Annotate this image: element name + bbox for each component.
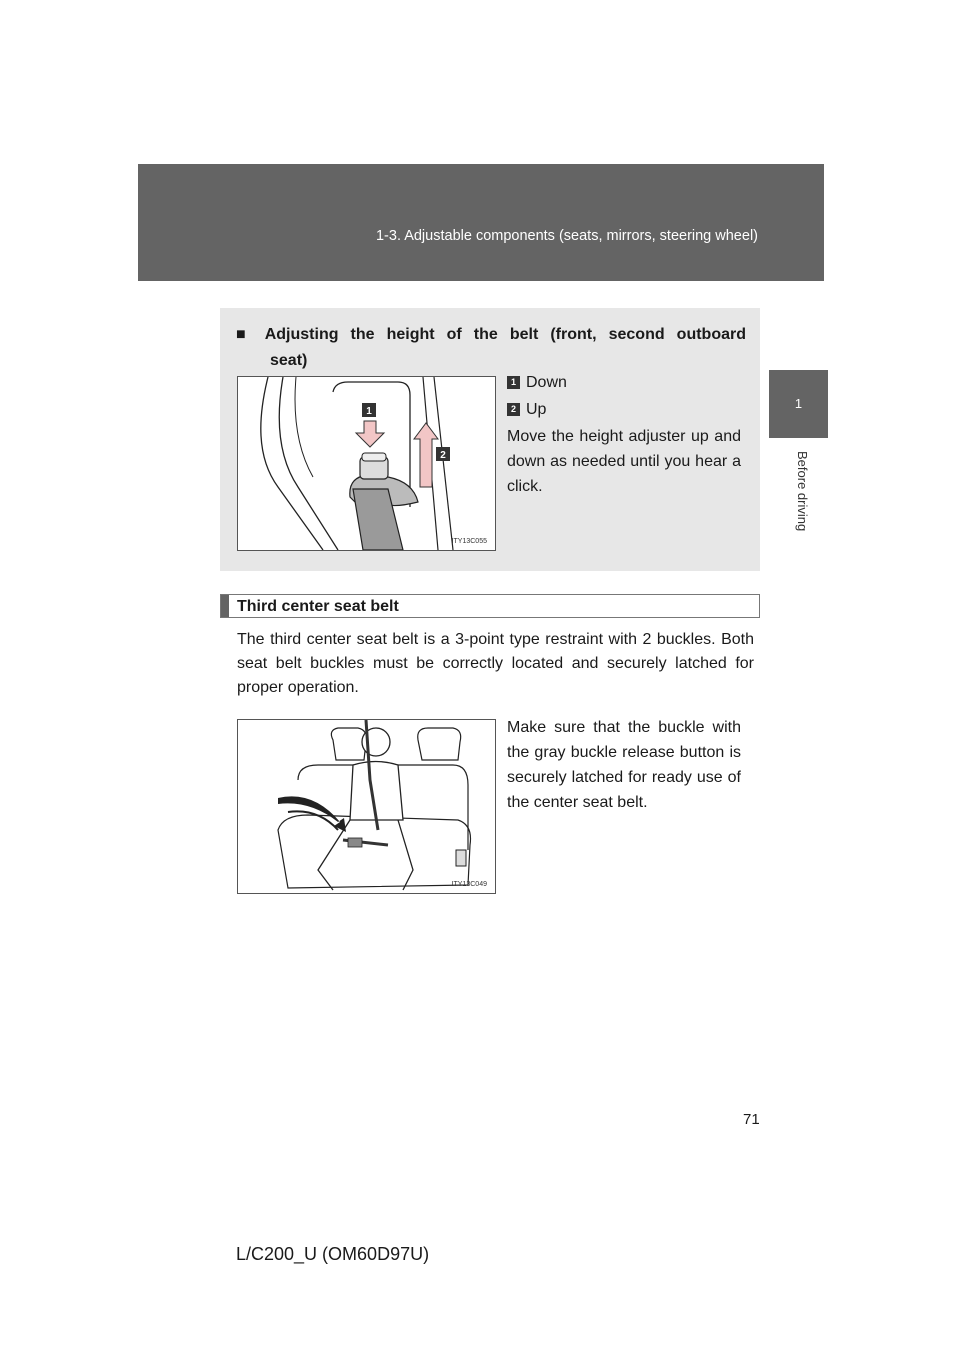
section-heading-bar xyxy=(221,595,229,617)
center-seat-belt-figure xyxy=(237,719,496,894)
belt-adjuster-illustration xyxy=(238,377,495,550)
header-title: 1-3. Adjustable components (seats, mirrors, steering wheel) xyxy=(375,228,758,244)
buckle-instruction: Make sure that the buckle with the gray buckle release button is securely latched for ready use of the center seat belt. xyxy=(507,719,741,811)
chapter-tab: 1 xyxy=(769,370,828,438)
adjust-instruction: Move the height adjuster up and down as needed until you hear a click. xyxy=(507,428,741,495)
manual-code-footer: L/C200_U (OM60D97U) xyxy=(236,1244,430,1264)
seat-belt-illustration xyxy=(238,720,495,893)
figure-callout-1: 1 xyxy=(366,406,372,417)
chapter-label: Before driving xyxy=(795,451,810,532)
box-heading: ■ Adjusting the height of the belt (front, second outboard xyxy=(236,326,746,343)
header-bar xyxy=(138,164,824,281)
legend-label: Down xyxy=(526,374,567,391)
step-badge: 1 xyxy=(507,376,520,389)
step-badge: 2 xyxy=(507,403,520,416)
legend-item-down xyxy=(507,374,567,392)
section-title: Third center seat belt xyxy=(237,598,399,615)
legend-label: Up xyxy=(526,401,547,418)
figure-code: ITY13C049 xyxy=(451,881,487,888)
figure-code: ITY13C055 xyxy=(451,538,487,545)
legend-item-up xyxy=(507,401,546,419)
section-heading xyxy=(220,594,760,618)
belt-height-adjuster-figure xyxy=(237,376,496,551)
page-number: 71 xyxy=(743,1111,760,1128)
box-heading-continued: seat) xyxy=(270,352,308,369)
section-body: The third center seat belt is a 3-point type restraint with 2 buckles. Both seat belt buckles must be correctly located and securely latched for proper operation. xyxy=(237,631,754,696)
figure-callout-2: 2 xyxy=(440,450,446,461)
